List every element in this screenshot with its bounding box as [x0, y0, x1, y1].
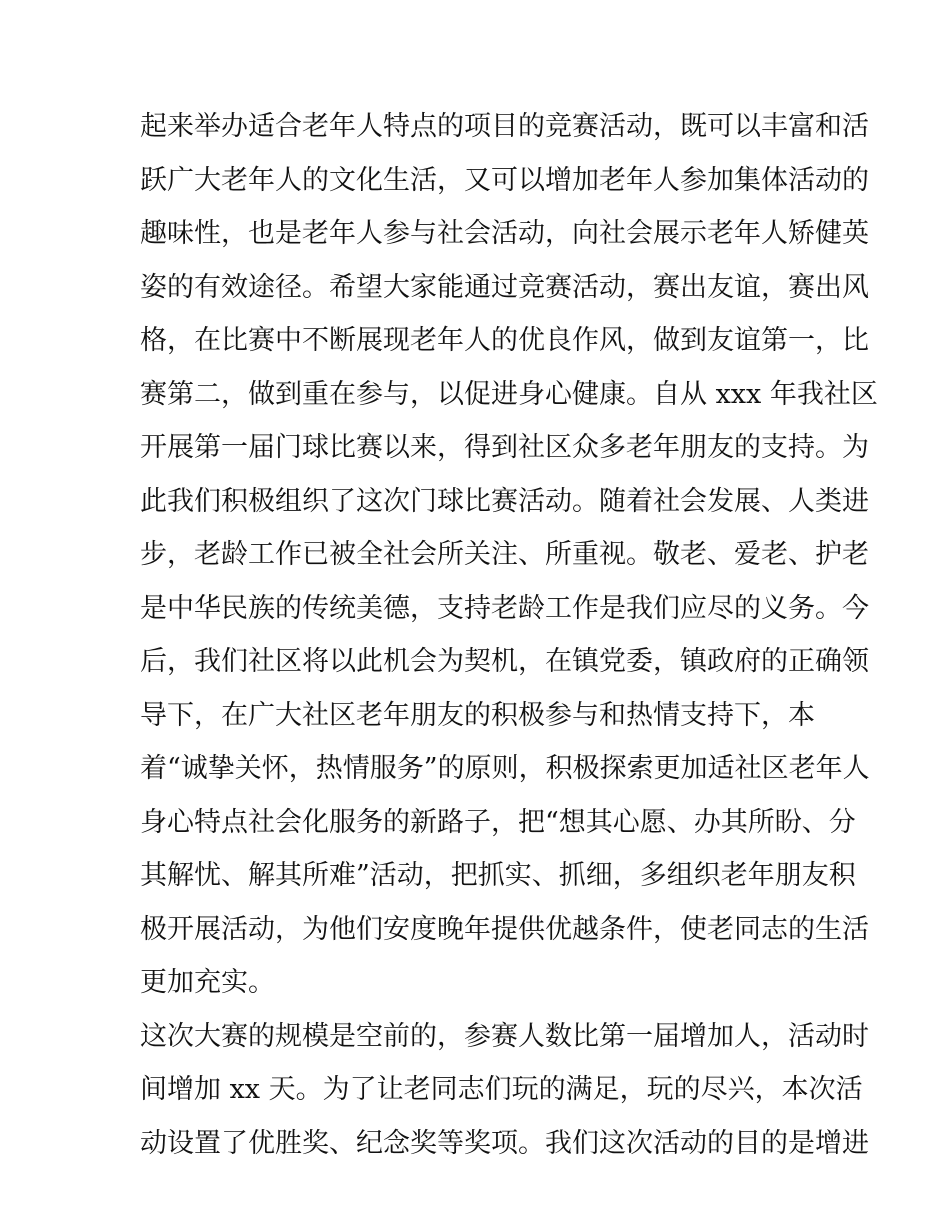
text-line: 后，我们社区将以此机会为契机，在镇党委，镇政府的正确领 — [140, 646, 869, 677]
text-line: 动设置了优胜奖、纪念奖等奖项。我们这次活动的目的是增进 — [140, 1127, 869, 1159]
body-text — [140, 100, 878, 1170]
text-line: 是中华民族的传统美德，支持老龄工作是我们应尽的义务。今 — [140, 592, 869, 624]
text-line: 导下，在广大社区老年朋友的积极参与和热情支持下，本 — [140, 699, 815, 731]
text-line: 起来举办适合老年人特点的项目的竞赛活动，既可以丰富和活 — [140, 111, 869, 142]
text-line: 跃广大老年人的文化生活，又可以增加老年人参加集体活动的 — [140, 164, 869, 196]
text-line: 身心特点社会化服务的新路子，把“想其心愿、办其所盼、分 — [140, 806, 856, 838]
text-line: 姿的有效途径。希望大家能通过竞赛活动，赛出友谊，赛出风 — [140, 271, 869, 303]
text-line: 赛第二，做到重在参与，以促进身心健康。自从 xxx 年我社区 — [140, 378, 878, 410]
text-line: 间增加 xx 天。为了让老同志们玩的满足，玩的尽兴，本次活 — [140, 1074, 863, 1105]
text-line: 步，老龄工作已被全社会所关注、所重视。敬老、爱老、护老 — [140, 539, 869, 570]
text-line: 开展第一届门球比赛以来，得到社区众多老年朋友的支持。为 — [140, 432, 869, 463]
text-line: 极开展活动，为他们安度晚年提供优越条件，使老同志的生活 — [140, 913, 869, 945]
text-line: 趣味性，也是老年人参与社会活动，向社会展示老年人矫健英 — [140, 218, 869, 249]
text-line: 此我们积极组织了这次门球比赛活动。随着社会发展、人类进 — [140, 485, 869, 517]
text-line: 其解忧、解其所难”活动，把抓实、抓细，多组织老年朋友积 — [140, 860, 856, 891]
text-line: 着“诚挚关怀，热情服务”的原则，积极探索更加适社区老年人 — [140, 753, 870, 784]
text-line: 这次大赛的规模是空前的，参赛人数比第一届增加人，活动时 — [140, 1020, 869, 1052]
text-line: 更加充实。 — [140, 967, 275, 998]
text-line: 格，在比赛中不断展现老年人的优良作风，做到友谊第一，比 — [140, 325, 869, 356]
